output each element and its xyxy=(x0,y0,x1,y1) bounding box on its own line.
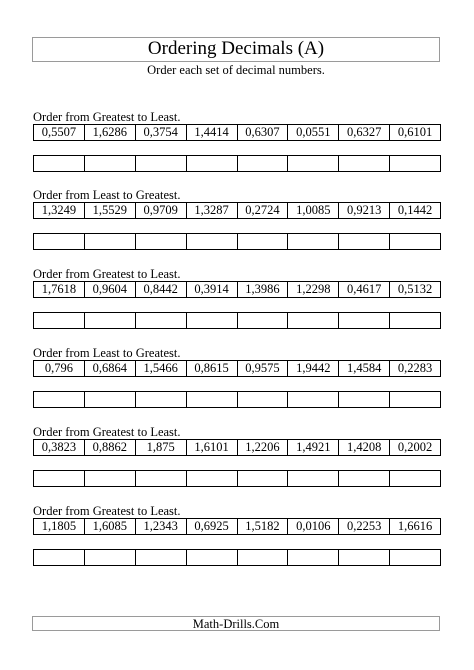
number-row xyxy=(33,518,441,535)
problem-instruction: Order from Greatest to Least. xyxy=(33,504,181,518)
number-cell: 1,2298 xyxy=(288,282,339,297)
number-cell: 0,2253 xyxy=(339,519,390,534)
problem-4 xyxy=(33,346,441,408)
problem-instruction: Order from Greatest to Least. xyxy=(33,425,181,439)
number-cell: 0,6101 xyxy=(390,125,441,140)
number-cell: 1,0085 xyxy=(288,203,339,218)
number-cell: 1,6286 xyxy=(85,125,136,140)
number-cell: 0,9575 xyxy=(238,361,289,376)
answer-cell[interactable] xyxy=(339,550,390,565)
answer-cell[interactable] xyxy=(339,392,390,407)
number-cell: 0,2002 xyxy=(390,440,441,455)
number-cell: 1,4414 xyxy=(187,125,238,140)
number-cell: 0,6327 xyxy=(339,125,390,140)
answer-cell[interactable] xyxy=(238,156,289,171)
number-cell: 0,8615 xyxy=(187,361,238,376)
number-cell: 0,9604 xyxy=(85,282,136,297)
number-cell: 0,3914 xyxy=(187,282,238,297)
answer-cell[interactable] xyxy=(339,156,390,171)
number-row xyxy=(33,281,441,298)
answer-cell[interactable] xyxy=(288,156,339,171)
number-cell: 0,9213 xyxy=(339,203,390,218)
answer-cell[interactable] xyxy=(136,313,187,328)
number-cell: 1,6085 xyxy=(85,519,136,534)
number-cell: 0,4617 xyxy=(339,282,390,297)
problem-2 xyxy=(33,188,441,250)
answer-cell[interactable] xyxy=(187,471,238,486)
number-cell: 0,2283 xyxy=(390,361,441,376)
answer-cell[interactable] xyxy=(34,550,85,565)
answer-cell[interactable] xyxy=(390,156,441,171)
answer-cell[interactable] xyxy=(339,471,390,486)
number-cell: 0,9709 xyxy=(136,203,187,218)
answer-cell[interactable] xyxy=(238,471,289,486)
page-title: Ordering Decimals (A) xyxy=(147,38,325,59)
number-cell: 1,6616 xyxy=(390,519,441,534)
answer-row[interactable] xyxy=(33,391,441,408)
number-cell: 0,6307 xyxy=(238,125,289,140)
number-cell: 0,6864 xyxy=(85,361,136,376)
answer-cell[interactable] xyxy=(85,550,136,565)
problem-1 xyxy=(33,110,441,172)
number-cell: 0,5132 xyxy=(390,282,441,297)
number-cell: 0,2724 xyxy=(238,203,289,218)
answer-cell[interactable] xyxy=(339,234,390,249)
answer-cell[interactable] xyxy=(288,234,339,249)
answer-cell[interactable] xyxy=(288,471,339,486)
number-cell: 1,5466 xyxy=(136,361,187,376)
number-cell: 1,2343 xyxy=(136,519,187,534)
answer-cell[interactable] xyxy=(34,313,85,328)
problem-instruction: Order from Least to Greatest. xyxy=(33,188,181,202)
answer-cell[interactable] xyxy=(390,392,441,407)
number-cell: 0,8862 xyxy=(85,440,136,455)
answer-cell[interactable] xyxy=(34,471,85,486)
answer-cell[interactable] xyxy=(187,550,238,565)
answer-cell[interactable] xyxy=(34,234,85,249)
answer-cell[interactable] xyxy=(238,550,289,565)
answer-cell[interactable] xyxy=(85,313,136,328)
number-cell: 1,2206 xyxy=(238,440,289,455)
number-cell: 1,5529 xyxy=(85,203,136,218)
answer-cell[interactable] xyxy=(339,313,390,328)
answer-cell[interactable] xyxy=(238,313,289,328)
number-cell: 0,0551 xyxy=(288,125,339,140)
number-row xyxy=(33,202,441,219)
footer: Math-Drills.Com xyxy=(32,616,440,631)
number-row xyxy=(33,124,441,141)
number-cell: 0,6925 xyxy=(187,519,238,534)
problem-6 xyxy=(33,504,441,566)
number-cell: 1,875 xyxy=(136,440,187,455)
page-subtitle: Order each set of decimal numbers. xyxy=(147,63,325,77)
number-cell: 1,3249 xyxy=(34,203,85,218)
problem-instruction: Order from Greatest to Least. xyxy=(33,110,181,124)
number-cell: 1,7618 xyxy=(34,282,85,297)
answer-cell[interactable] xyxy=(390,550,441,565)
answer-cell[interactable] xyxy=(34,156,85,171)
number-cell: 1,9442 xyxy=(288,361,339,376)
problem-instruction: Order from Greatest to Least. xyxy=(33,267,181,281)
number-cell: 0,3754 xyxy=(136,125,187,140)
number-cell: 1,3287 xyxy=(187,203,238,218)
answer-cell[interactable] xyxy=(136,471,187,486)
answer-row[interactable] xyxy=(33,470,441,487)
problem-5 xyxy=(33,425,441,487)
answer-row[interactable] xyxy=(33,155,441,172)
number-cell: 1,6101 xyxy=(187,440,238,455)
answer-cell[interactable] xyxy=(187,234,238,249)
number-cell: 0,5507 xyxy=(34,125,85,140)
answer-cell[interactable] xyxy=(34,392,85,407)
answer-cell[interactable] xyxy=(136,156,187,171)
answer-cell[interactable] xyxy=(187,313,238,328)
answer-cell[interactable] xyxy=(238,234,289,249)
answer-cell[interactable] xyxy=(390,313,441,328)
number-cell: 1,4208 xyxy=(339,440,390,455)
answer-cell[interactable] xyxy=(136,550,187,565)
problem-3 xyxy=(33,267,441,329)
answer-row[interactable] xyxy=(33,233,441,250)
answer-cell[interactable] xyxy=(187,392,238,407)
answer-cell[interactable] xyxy=(390,471,441,486)
answer-cell[interactable] xyxy=(187,156,238,171)
answer-cell[interactable] xyxy=(85,392,136,407)
number-cell: 1,5182 xyxy=(238,519,289,534)
number-row xyxy=(33,360,441,377)
number-row xyxy=(33,439,441,456)
answer-cell[interactable] xyxy=(136,392,187,407)
number-cell: 0,8442 xyxy=(136,282,187,297)
number-cell: 0,1442 xyxy=(390,203,441,218)
number-cell: 1,4921 xyxy=(288,440,339,455)
answer-cell[interactable] xyxy=(390,234,441,249)
number-cell: 1,4584 xyxy=(339,361,390,376)
answer-cell[interactable] xyxy=(85,234,136,249)
number-cell: 0,796 xyxy=(34,361,85,376)
number-cell: 0,0106 xyxy=(288,519,339,534)
answer-cell[interactable] xyxy=(85,471,136,486)
number-cell: 1,1805 xyxy=(34,519,85,534)
answer-cell[interactable] xyxy=(85,156,136,171)
answer-cell[interactable] xyxy=(136,234,187,249)
number-cell: 1,3986 xyxy=(238,282,289,297)
answer-row[interactable] xyxy=(33,549,441,566)
answer-cell[interactable] xyxy=(288,392,339,407)
answer-cell[interactable] xyxy=(288,550,339,565)
problem-instruction: Order from Least to Greatest. xyxy=(33,346,181,360)
number-cell: 0,3823 xyxy=(34,440,85,455)
answer-cell[interactable] xyxy=(288,313,339,328)
answer-row[interactable] xyxy=(33,312,441,329)
answer-cell[interactable] xyxy=(238,392,289,407)
